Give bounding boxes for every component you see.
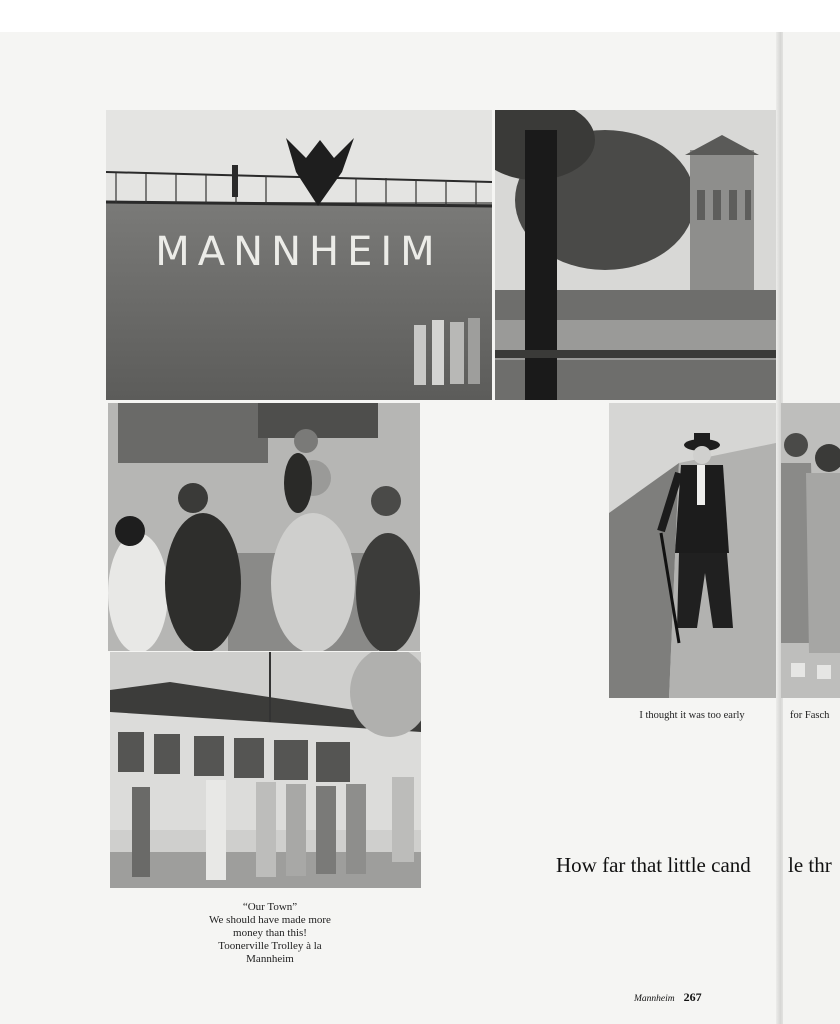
- photo-women-cropped: [781, 403, 840, 698]
- caption-line: Toonerville Trolley à la: [218, 940, 322, 952]
- photo-man-with-cane: [609, 403, 776, 698]
- spread-headline-continued: le thr: [788, 853, 832, 877]
- caption-line: money than this!: [233, 927, 307, 939]
- page-folio: [634, 990, 702, 1005]
- spread-headline: How far that little cand: [556, 853, 751, 877]
- caption-line: We should have made more: [209, 914, 331, 926]
- cropped-caption-continued: for Fasch: [790, 710, 830, 721]
- photo-crowd-booth: [108, 403, 420, 651]
- photo-trolley: [110, 652, 421, 888]
- photo-mannheim-sign: [106, 110, 492, 400]
- trolley-caption: [180, 901, 360, 966]
- photo-water-tower: [495, 110, 776, 400]
- folio-section: Mannheim: [634, 994, 675, 1004]
- page-number: 267: [683, 990, 702, 1004]
- man-with-cane-caption: I thought it was too early: [639, 710, 745, 721]
- caption-line: Mannheim: [246, 953, 294, 965]
- caption-line: “Our Town”: [242, 901, 298, 913]
- sign-lettering: MANNHEIM: [155, 229, 443, 275]
